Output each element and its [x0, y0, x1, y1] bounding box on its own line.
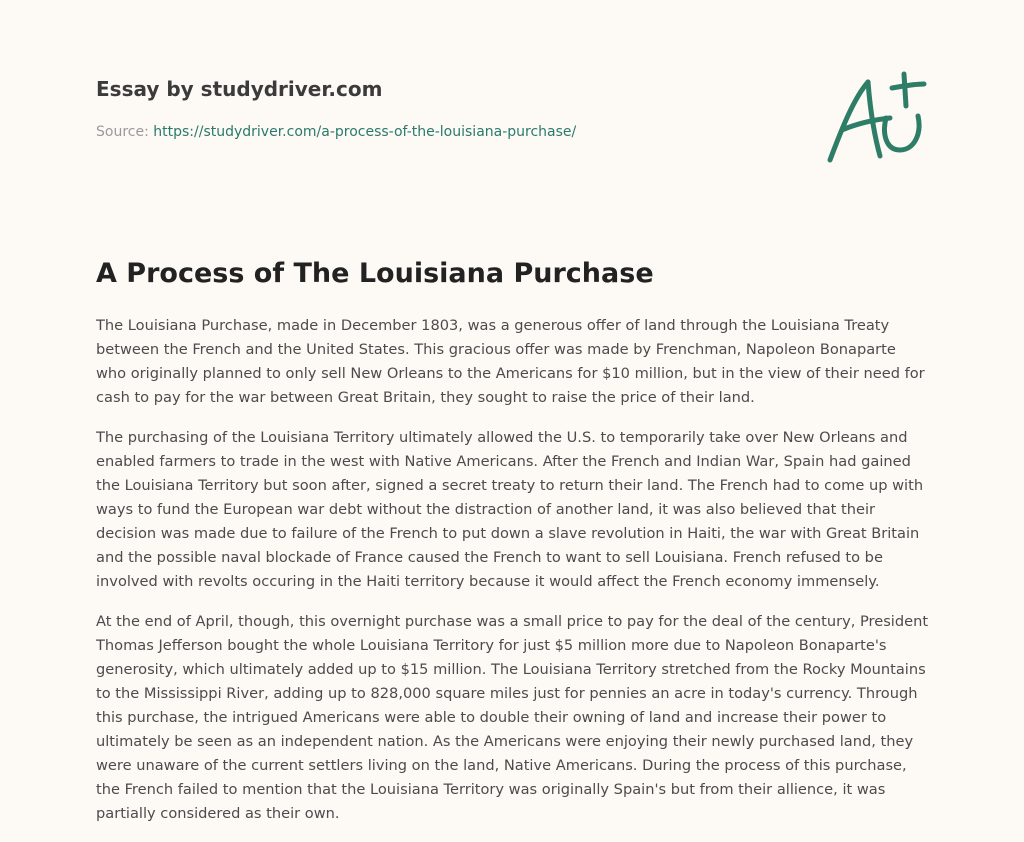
source-line: [96, 122, 796, 142]
article-title: A Process of The Louisiana Purchase: [96, 258, 654, 289]
paragraph-2: The purchasing of the Louisiana Territory ultimately allowed the U.S. to temporarily take over New Orleans and enabled farmers to trade in the west with Native Americans. After the French and Indian War, Spain had gained the Louisiana Territory but soon after, signed a secret treaty to return their land. The French had to come up with ways to fund the European war debt without the distraction of another land, it was also believed that their decision was made due to failure of the French to put down a slave revolution in Haiti, the war with Great Britain and the possible naval blockade of France caused the French to want to sell Louisiana. French refused to be involved with revolts occuring in the Haiti territory because it would affect the French economy immensely.: [96, 429, 924, 590]
brand-title: Essay by studydriver.com: [96, 77, 383, 101]
paragraph-3: At the end of April, though, this overnight purchase was a small price to pay for the deal of the century, President Thomas Jefferson bought the whole Louisiana Territory for just $5 million more due to Napoleon Bonaparte's generosity, which ultimately added up to $15 million. The Louisiana Territory stretched from the Rocky Mountains to the Mississippi River, adding up to 828,000 square miles just for pennies an acre in today's currency. Through this purchase, the intrigued Americans were able to double their owning of land and increase their power to ultimately be seen as an independent nation. As the Americans were enjoying their newly purchased land, they were unaware of the current settlers living on the land, Native Americans. During the process of this purchase, the French failed to mention that the Louisiana Territory was originally Spain's but from their allience, it was partially considered as their own.: [96, 613, 929, 822]
page-header: [96, 74, 796, 142]
a-plus-logo-icon: [820, 68, 930, 168]
paragraph-1: The Louisiana Purchase, made in December 1803, was a generous offer of land through the Louisiana Treaty between the French and the United States. This gracious offer was made by Frenchman, Napoleon Bonaparte who originally planned to only sell New Orleans to the Americans for $10 million, but in the view of their need for cash to pay for the war between Great Britain, they sought to raise the price of their land.: [96, 317, 925, 406]
article-body: [96, 314, 930, 842]
source-link[interactable]: https://studydriver.com/a-process-of-the-louisiana-purchase/: [153, 124, 577, 140]
source-label: Source:: [96, 124, 149, 140]
